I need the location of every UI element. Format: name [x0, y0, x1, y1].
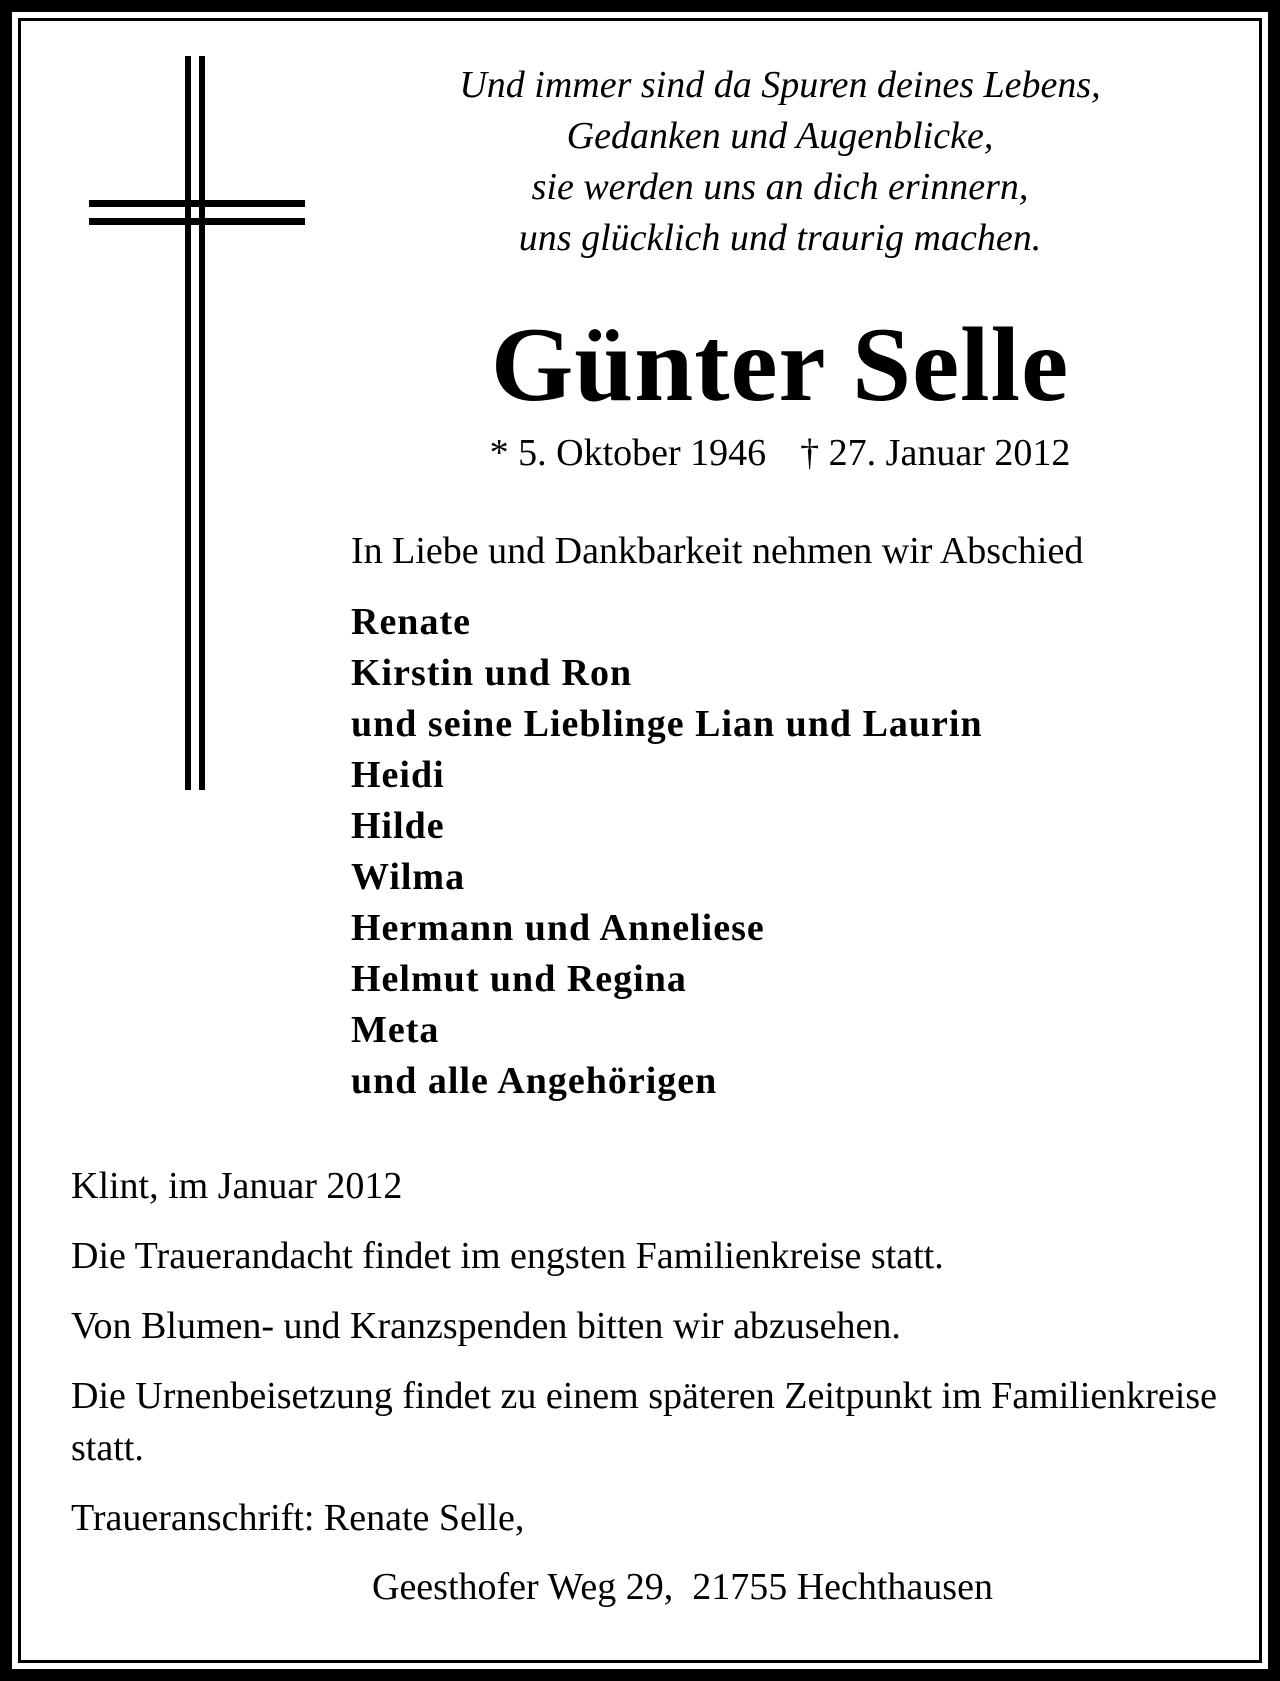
mourner-entry: Heidi	[351, 754, 445, 796]
life-dates	[370, 428, 1190, 478]
mourner-entry: Helmut und Regina	[351, 958, 687, 1000]
obituary-footer	[71, 1160, 1217, 1544]
death-date: † 27. Januar 2012	[800, 432, 1071, 474]
poem-line: Gedanken und Augenblicke,	[566, 115, 994, 157]
farewell-intro: In Liebe und Dankbarkeit nehmen wir Abschied	[351, 530, 1084, 572]
place-date: Klint, im Januar 2012	[71, 1165, 403, 1207]
mourner-entry: Hermann und Anneliese	[351, 907, 765, 949]
mourner-entry: Hilde	[351, 805, 445, 847]
poem-line: Und immer sind da Spuren deines Lebens,	[459, 64, 1101, 106]
memorial-poem	[370, 60, 1190, 264]
mourner-entry: Kirstin und Ron	[351, 652, 633, 694]
mourners-list	[351, 597, 983, 1107]
address-label: Traueranschrift: Renate Selle,	[71, 1497, 525, 1539]
service-note: Die Trauerandacht findet im engsten Familienkreise statt.	[71, 1235, 944, 1277]
mourner-entry: Meta	[351, 1009, 440, 1051]
birth-date: * 5. Oktober 1946	[489, 432, 767, 474]
deceased-name: Günter Selle	[490, 306, 1070, 423]
mourner-entry: Renate	[351, 601, 471, 643]
mourner-entry: und seine Lieblinge Lian und Laurin	[351, 703, 983, 745]
burial-note: Die Urnenbeisetzung findet zu einem späteren Zeitpunkt im Familienkreise statt.	[71, 1375, 1217, 1469]
mourner-entry: Wilma	[351, 856, 466, 898]
mourning-address: Geesthofer Weg 29, 21755 Hechthausen	[372, 1566, 993, 1608]
poem-line: uns glücklich und traurig machen.	[518, 217, 1042, 259]
mourner-entry: und alle Angehörigen	[351, 1060, 718, 1102]
flowers-note: Von Blumen- und Kranzspenden bitten wir abzusehen.	[71, 1305, 901, 1347]
poem-line: sie werden uns an dich erinnern,	[531, 166, 1029, 208]
